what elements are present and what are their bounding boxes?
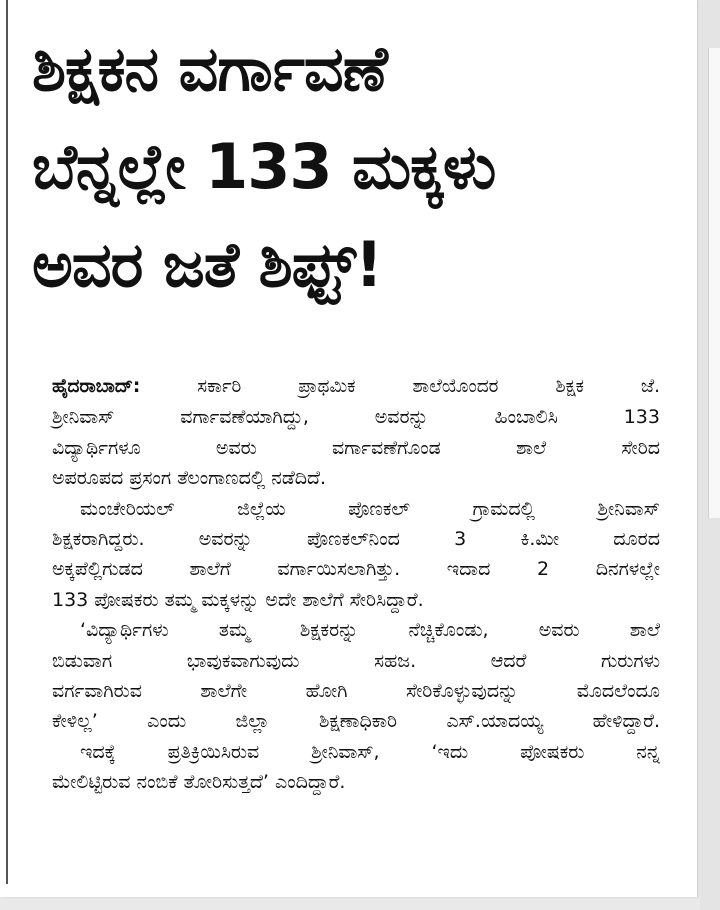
- dateline: ಹೈದರಾಬಾದ್:: [52, 376, 141, 397]
- article-line: ವಿದ್ಯಾರ್ಥಿಗಳೂ ಅವರು ವರ್ಗಾವಣೆಗೊಂಡ ಶಾಲೆ ಸೇರಿದ: [52, 436, 660, 459]
- article-line: ಶಿಕ್ಷಕರಾಗಿದ್ದರು. ಅವರನ್ನು ಪೊಣಕಲ್‌ನಿಂದ 3 ಕಿ.ಮೀ ದೂರದ: [52, 527, 660, 550]
- article-line: 133 ಪೋಷಕರು ತಮ್ಮ ಮಕ್ಕಳನ್ನು ಅದೇ ಶಾಲೆಗೆ ಸೇರಿಸಿದ್ದಾರೆ.: [52, 588, 424, 611]
- article-line: ಕೇಳಿಲ್ಲ’ ಎಂದು ಜಿಲ್ಲಾ ಶಿಕ್ಷಣಾಧಿಕಾರಿ ಎಸ್.ಯಾದಯ್ಯ ಹೇಳಿದ್ದಾರೆ.: [52, 710, 660, 733]
- article-line: ಅಪರೂಪದ ಪ್ರಸಂಗ ತೆಲಂಗಾಣದಲ್ಲಿ ನಡೆದಿದೆ.: [52, 467, 327, 490]
- article-line: ಶ್ರೀನಿವಾಸ್ ವರ್ಗಾವಣೆಯಾಗಿದ್ದು, ಅವರನ್ನು ಹಿಂಬಾಲಿಸಿ 133: [52, 406, 660, 429]
- article-text: ಸರ್ಕಾರಿ ಪ್ರಾಥಮಿಕ ಶಾಲೆಯೊಂದರ ಶಿಕ್ಷಕ ಜೆ.: [197, 376, 660, 397]
- headline-line-2: ಬೆನ್ನಲ್ಲೇ 133 ಮಕ್ಕಳು: [32, 130, 496, 203]
- article-line: [52, 372, 660, 402]
- article-line: ‘ವಿದ್ಯಾರ್ಥಿಗಳು ತಮ್ಮ ಶಿಕ್ಷಕರನ್ನು ನೆಚ್ಚಿಕೊಂಡು, ಅವರು ಶಾಲೆ: [80, 619, 660, 642]
- adjacent-page-edge: [708, 48, 720, 518]
- headline-line-1: ಶಿಕ್ಷಕನ ವರ್ಗಾವಣೆ: [32, 32, 387, 105]
- article-line: ಇದಕ್ಕೆ ಪ್ರತಿಕ್ರಿಯಿಸಿರುವ ಶ್ರೀನಿವಾಸ್, ‘ಇದು ಪೋಷಕರು ನನ್ನ: [80, 740, 660, 763]
- article-line: ಬಿಡುವಾಗ ಭಾವುಕವಾಗುವುದು ಸಹಜ. ಆದರೆ ಗುರುಗಳು: [52, 649, 660, 672]
- article-body: [52, 372, 660, 797]
- article-line: ವರ್ಗವಾಗಿರುವ ಶಾಲೆಗೇ ಹೋಗಿ ಸೇರಿಕೊಳ್ಳುವುದನ್ನು ಮೊದಲೆಂದೂ: [52, 679, 660, 702]
- column-rule: [6, 0, 8, 884]
- article-line: ಮೇಲಿಟ್ಟಿರುವ ನಂಬಿಕೆ ತೋರಿಸುತ್ತದೆ’ ಎಂದಿದ್ದಾರೆ.: [52, 771, 346, 794]
- article-line: ಮಂಚೇರಿಯಲ್ ಜಿಲ್ಲೆಯ ಪೊಣಕಲ್ ಗ್ರಾಮದಲ್ಲಿ ಶ್ರೀನಿವಾಸ್: [80, 497, 660, 520]
- headline-line-3: ಅವರ ಜತೆ ಶಿಫ್ಟ್!: [32, 228, 383, 301]
- article-line: ಅಕ್ಕಪೆಲ್ಲಿಗುಡದ ಶಾಲೆಗೆ ವರ್ಗಾಯಿಸಲಾಗಿತ್ತು. ಇದಾದ 2 ದಿನಗಳಲ್ಲೇ: [52, 558, 660, 581]
